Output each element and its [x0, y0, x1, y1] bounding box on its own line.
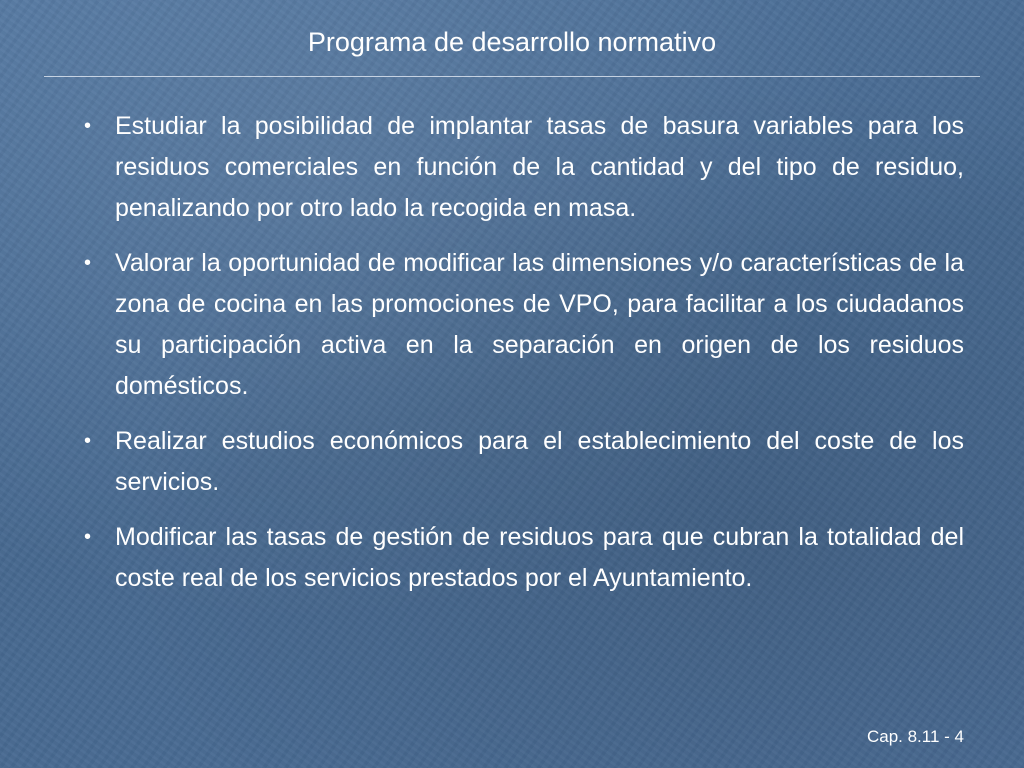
bullet-item	[80, 106, 964, 229]
bullet-text: Valorar la oportunidad de modificar las dimensiones y/o características de la zona de cocina en las promociones de VPO, para facilitar a los ciudadanos su participación activa en la separación en origen de los residuos domésticos.	[115, 249, 964, 400]
bullet-item	[80, 421, 964, 503]
bullet-item	[80, 243, 964, 407]
bullet-text: Modificar las tasas de gestión de residuos para que cubran la totalidad del coste real de los servicios prestados por el Ayuntamiento.	[115, 523, 964, 592]
slide-title: Programa de desarrollo normativo	[307, 27, 717, 57]
bullet-icon: •	[84, 252, 92, 274]
bullet-text: Estudiar la posibilidad de implantar tasas de basura variables para los residuos comerciales en función de la cantidad y del tipo de residuo, penalizando por otro lado la recogida en masa.	[115, 112, 964, 222]
page-number: Cap. 8.11 - 4	[866, 727, 964, 746]
bullet-icon: •	[84, 115, 92, 137]
bullet-list	[80, 106, 964, 613]
bullet-icon: •	[84, 430, 92, 452]
bullet-text: Realizar estudios económicos para el establecimiento del coste de los servicios.	[115, 427, 964, 496]
bullet-item	[80, 517, 964, 599]
bullet-icon: •	[84, 526, 92, 548]
title-divider	[44, 76, 980, 77]
